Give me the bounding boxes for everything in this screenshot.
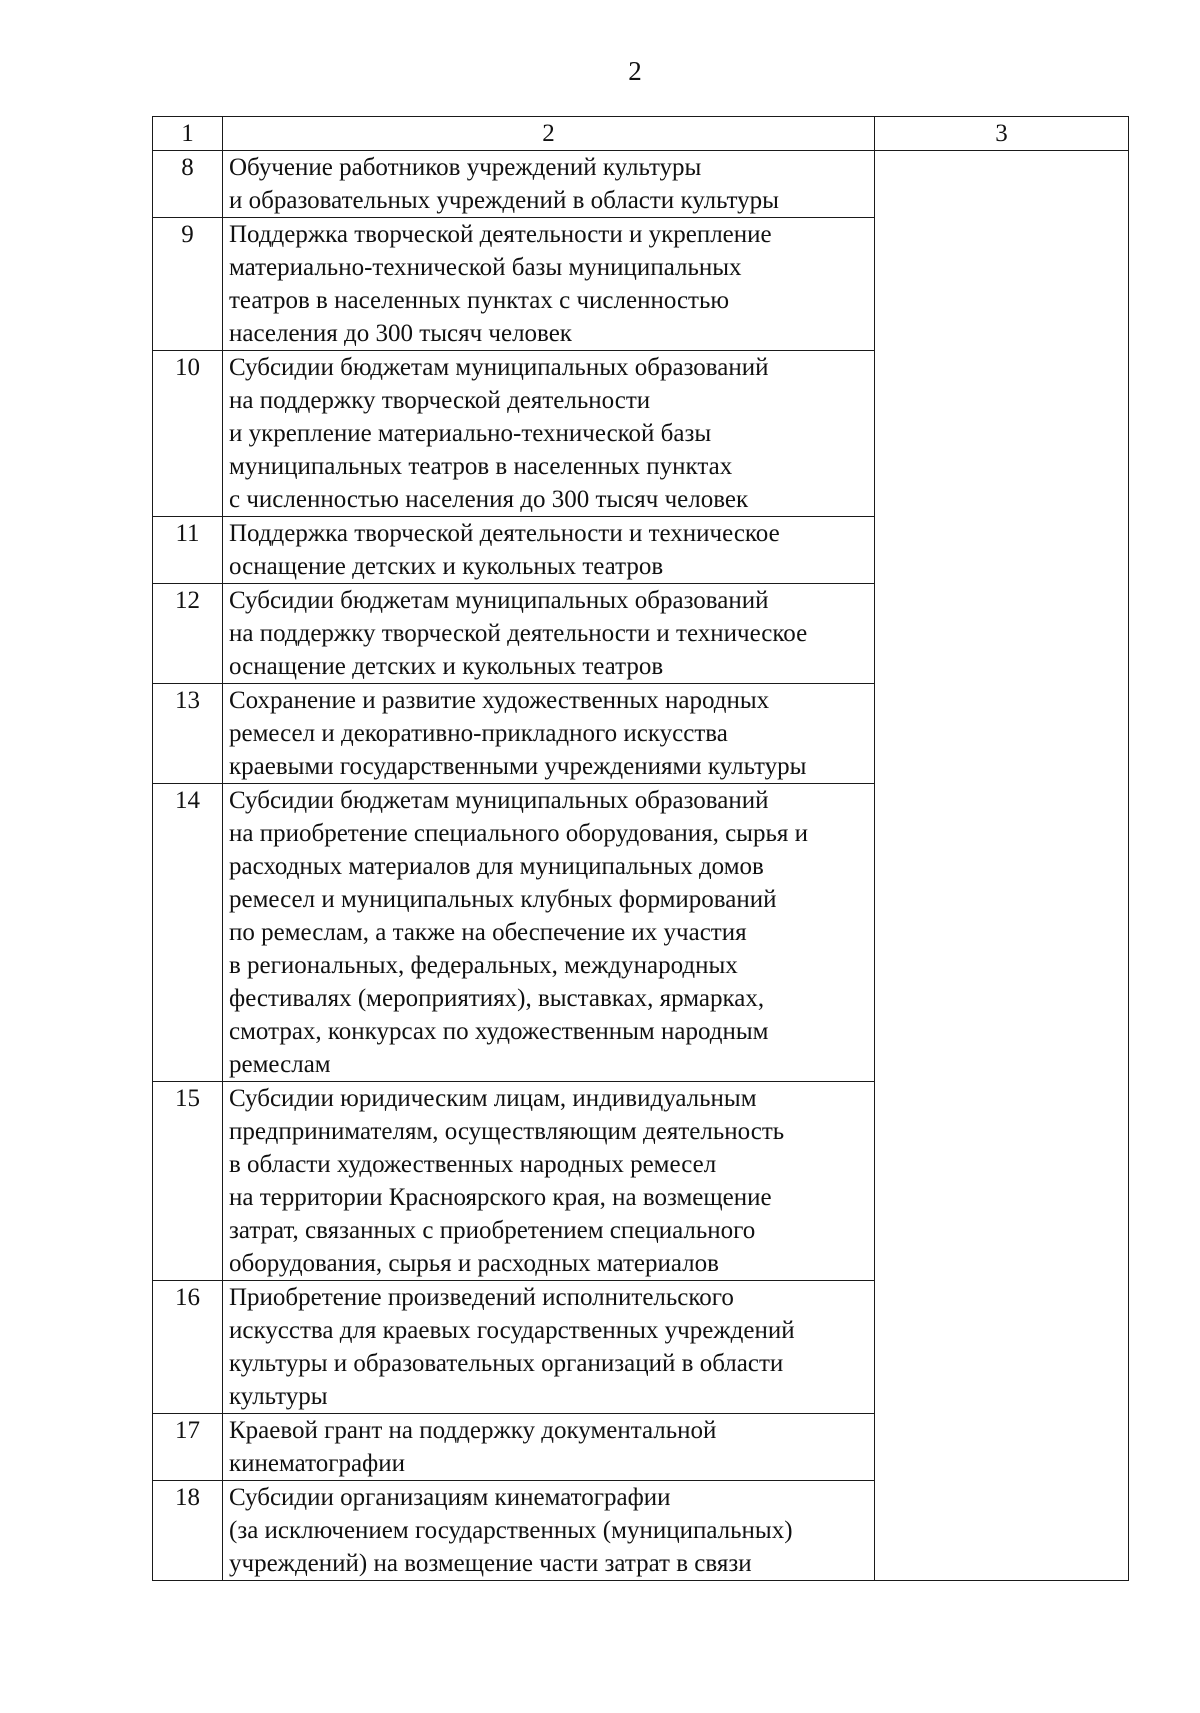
row-number: 12 (153, 584, 223, 684)
description-line: на поддержку творческой деятельности и техническое (229, 620, 808, 647)
description-line: Субсидии бюджетам муниципальных образований (229, 787, 769, 814)
description-line: материально-технической базы муниципальных (229, 254, 742, 281)
description-line: ремеслам (229, 1051, 331, 1078)
description-line: муниципальных театров в населенных пунктах (229, 453, 733, 480)
row-number: 11 (153, 517, 223, 584)
table-row (153, 784, 1129, 1082)
description-line: учреждений) на возмещение части затрат в связи (229, 1550, 752, 1577)
description-line: в региональных, федеральных, международных (229, 952, 738, 979)
table-row (153, 584, 1129, 684)
row-number: 16 (153, 1281, 223, 1414)
column-header-1: 1 (153, 117, 223, 151)
row-description (223, 1082, 875, 1281)
description-line: Поддержка творческой деятельности и укрепление (229, 221, 772, 248)
row-number: 9 (153, 218, 223, 351)
description-line: театров в населенных пунктах с численностью (229, 287, 730, 314)
description-line: смотрах, конкурсах по художественным народным (229, 1018, 769, 1045)
description-line: кинематографии (229, 1450, 406, 1477)
row-description (223, 1414, 875, 1481)
row-column-3 (875, 1481, 1129, 1581)
description-line: оснащение детских и кукольных театров (229, 553, 664, 580)
description-line: по ремеслам, а также на обеспечение их участия (229, 919, 747, 946)
description-line: Сохранение и развитие художественных народных (229, 687, 770, 714)
row-description (223, 351, 875, 517)
row-number: 8 (153, 151, 223, 218)
description-line: на приобретение специального оборудования, сырья и (229, 820, 808, 847)
row-column-3 (875, 151, 1129, 218)
row-column-3 (875, 1082, 1129, 1281)
row-number: 14 (153, 784, 223, 1082)
row-description (223, 517, 875, 584)
description-line: в области художественных народных ремесел (229, 1151, 717, 1178)
table-header-row (153, 117, 1129, 151)
description-line: с численностью населения до 300 тысяч человек (229, 486, 749, 513)
row-number: 13 (153, 684, 223, 784)
description-line: оборудования, сырья и расходных материалов (229, 1250, 719, 1277)
table-row (153, 1481, 1129, 1581)
description-line: Краевой грант на поддержку документальной (229, 1417, 717, 1444)
table-row (153, 218, 1129, 351)
row-column-3 (875, 784, 1129, 1082)
description-line: Приобретение произведений исполнительского (229, 1284, 734, 1311)
description-line: ремесел и декоративно-прикладного искусства (229, 720, 728, 747)
table-row (153, 1414, 1129, 1481)
row-description (223, 1481, 875, 1581)
table-body (153, 151, 1129, 1581)
description-line: ремесел и муниципальных клубных формирований (229, 886, 777, 913)
description-line: культуры и образовательных организаций в области (229, 1350, 784, 1377)
row-column-3 (875, 1414, 1129, 1481)
row-description (223, 1281, 875, 1414)
row-description (223, 584, 875, 684)
row-number: 15 (153, 1082, 223, 1281)
column-header-2: 2 (223, 117, 875, 151)
table-row (153, 151, 1129, 218)
page-number: 2 (628, 56, 642, 86)
description-line: искусства для краевых государственных учреждений (229, 1317, 795, 1344)
row-column-3 (875, 1281, 1129, 1414)
description-line: и укрепление материально-технической базы (229, 420, 712, 447)
description-line: культуры (229, 1383, 328, 1410)
description-line: (за исключением государственных (муниципальных) (229, 1517, 793, 1544)
description-line: фестивалях (мероприятиях), выставках, ярмарках, (229, 985, 765, 1012)
row-column-3 (875, 517, 1129, 584)
description-line: Субсидии бюджетам муниципальных образований (229, 354, 769, 381)
description-line: населения до 300 тысяч человек (229, 320, 572, 347)
description-line: Субсидии юридическим лицам, индивидуальным (229, 1085, 757, 1112)
table-row (153, 1082, 1129, 1281)
row-description (223, 218, 875, 351)
row-column-3 (875, 584, 1129, 684)
description-line: Субсидии бюджетам муниципальных образований (229, 587, 769, 614)
row-description (223, 784, 875, 1082)
row-number: 17 (153, 1414, 223, 1481)
row-number: 10 (153, 351, 223, 517)
description-line: затрат, связанных с приобретением специального (229, 1217, 756, 1244)
description-line: оснащение детских и кукольных театров (229, 653, 664, 680)
document-table (152, 116, 1129, 1581)
row-description (223, 684, 875, 784)
description-line: Субсидии организациям кинематографии (229, 1484, 671, 1511)
description-line: краевыми государственными учреждениями культуры (229, 753, 807, 780)
description-line: предпринимателям, осуществляющим деятельность (229, 1118, 785, 1145)
table-row (153, 1281, 1129, 1414)
table-row (153, 351, 1129, 517)
description-line: Поддержка творческой деятельности и техническое (229, 520, 780, 547)
description-line: на территории Красноярского края, на возмещение (229, 1184, 772, 1211)
row-number: 18 (153, 1481, 223, 1581)
column-header-3: 3 (875, 117, 1129, 151)
description-line: и образовательных учреждений в области культуры (229, 187, 779, 214)
description-line: Обучение работников учреждений культуры (229, 154, 702, 181)
row-column-3 (875, 218, 1129, 351)
table-row (153, 517, 1129, 584)
row-column-3 (875, 684, 1129, 784)
row-column-3 (875, 351, 1129, 517)
table-row (153, 684, 1129, 784)
description-line: на поддержку творческой деятельности (229, 387, 651, 414)
description-line: расходных материалов для муниципальных домов (229, 853, 764, 880)
row-description (223, 151, 875, 218)
